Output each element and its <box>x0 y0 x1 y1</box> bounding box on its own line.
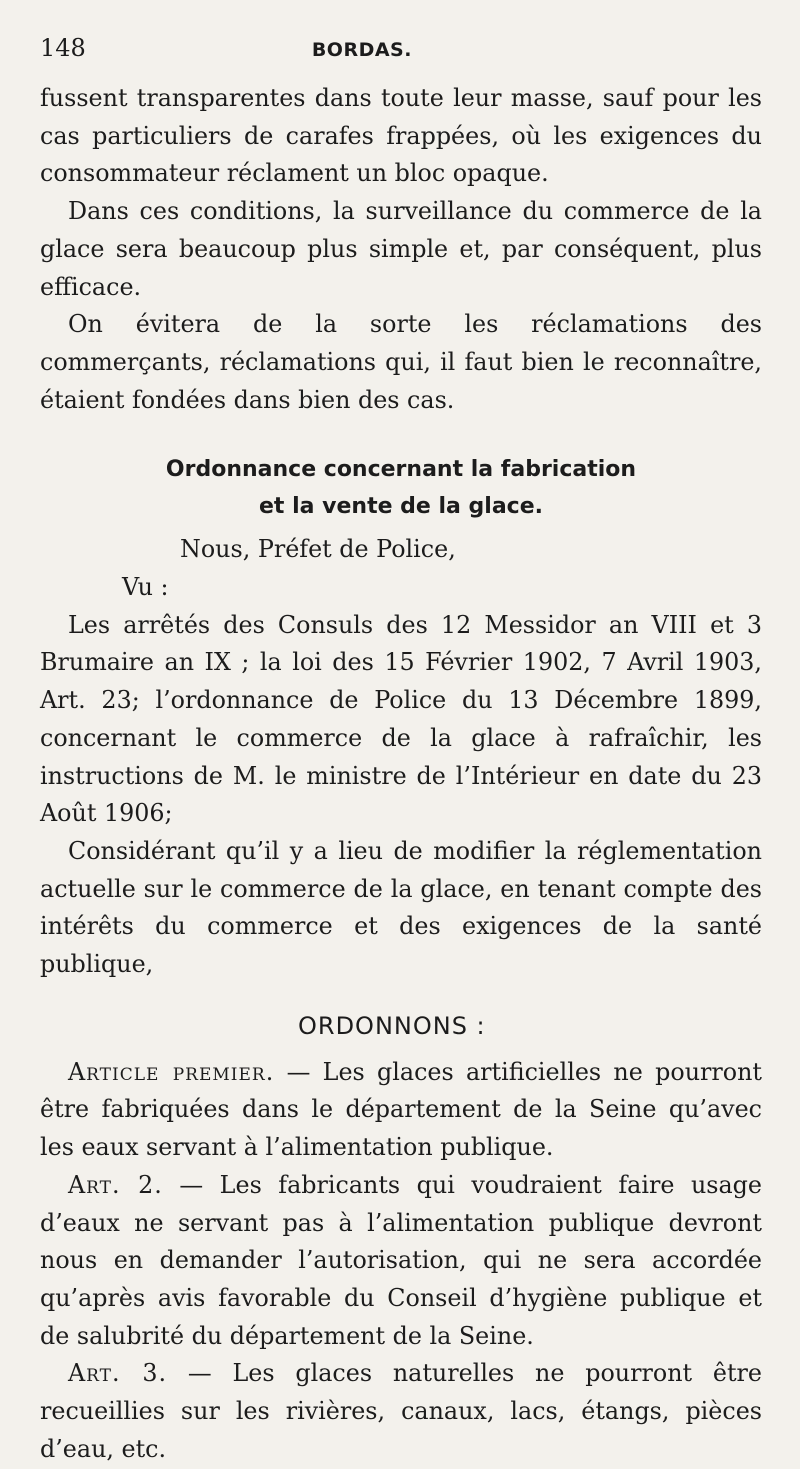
article-text: — Les fabricants qui voudraient faire usage d’eaux ne servant pas à l’alimentation publique devront nous en demander l’autorisation, qui ne sera accordée qu’après avis favorable du Conseil d’hygiène publique et de salubrité du département de la Seine. <box>40 1170 762 1350</box>
ordonnons-heading: ORDONNONS : <box>298 1011 486 1040</box>
article-text: — Les glaces naturelles ne pourront être recueillies sur les rivières, canaux, lacs, étangs, pièces d’eau, etc. <box>40 1359 762 1463</box>
article <box>40 1054 762 1167</box>
section-heading <box>40 451 762 525</box>
article-label: Art. 2. <box>68 1170 163 1199</box>
paragraph: fussent transparentes dans toute leur masse, sauf pour les cas particuliers de carafes frappées, où les exigences du consommateur réclament un bloc opaque. <box>40 84 762 188</box>
page-header <box>40 34 762 74</box>
article-text: — Les glaces artificielles ne pourront être fabriquées dans le département de la Seine qu’avec les eaux servant à l’alimentation publique. <box>40 1057 762 1162</box>
article <box>40 1355 762 1468</box>
preamble-vu: Vu : <box>122 573 169 602</box>
article <box>40 1167 762 1356</box>
heading-line: et la vente de la glace. <box>259 494 543 520</box>
running-head: BORDAS. <box>311 39 412 61</box>
page-body <box>40 80 762 1469</box>
heading-line: Ordonnance concernant la fabrication <box>165 457 637 483</box>
preamble-nous: Nous, Préfet de Police, <box>180 535 456 564</box>
preamble-arretes: Les arrêtés des Consuls des 12 Messidor an VIII et 3 Brumaire an IX ; la loi des 15 Février 1902, 7 Avril 1903, Art. 23; l’ordonnance de Police du 13 Décembre 1899, concernant le commerce de la glace à rafraîchir, les instructions de M. le ministre de l’Intérieur en date du 23 Août 1906; <box>40 610 762 828</box>
preamble-considerant: Considérant qu’il y a lieu de modifier la réglementation actuelle sur le commerce de la glace, en tenant compte des intérêts du commerce et des exigences de la santé publique, <box>40 836 762 979</box>
article-label: Article premier. <box>68 1057 275 1086</box>
paragraph: Dans ces conditions, la surveillance du commerce de la glace sera beaucoup plus simple et, par conséquent, plus efficace. <box>40 197 762 301</box>
paragraph: On évitera de la sorte les réclamations des commerçants, réclamations qui, il faut bien le reconnaître, étaient fondées dans bien des cas. <box>40 310 762 414</box>
article-label: Art. 3. <box>68 1359 168 1388</box>
page-number: 148 <box>40 34 86 62</box>
